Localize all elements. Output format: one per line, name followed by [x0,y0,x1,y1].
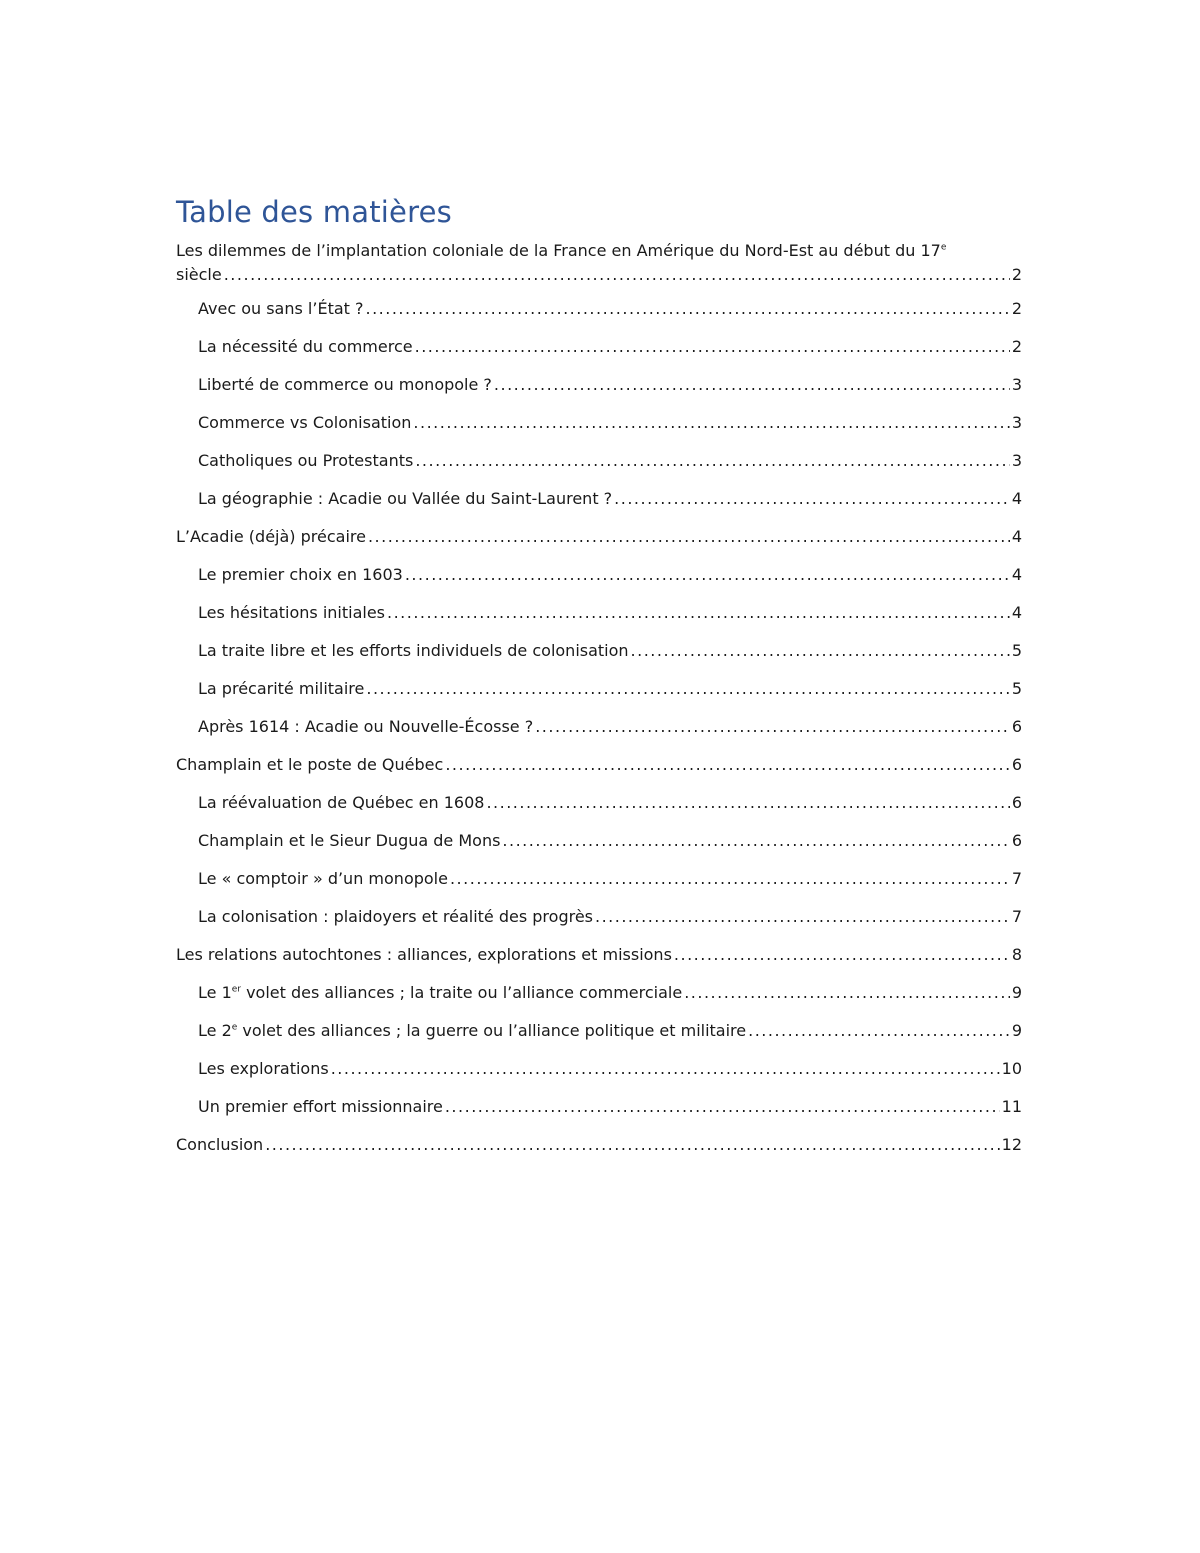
toc-dot-leader [415,451,1010,471]
toc-entry-level2[interactable] [176,793,1022,831]
toc-entry-title [198,1021,746,1041]
toc-page-number: 4 [1011,603,1022,622]
toc-page-number: 2 [1011,337,1022,356]
toc-page-number: 6 [1011,793,1022,812]
toc-page-number: 4 [1011,527,1022,546]
toc-entry-level1[interactable] [176,945,1022,983]
toc-page-number: 4 [1011,489,1022,508]
toc-entry-level2[interactable] [176,413,1022,451]
toc-entry-level2[interactable] [176,375,1022,413]
toc-dot-leader [366,299,1010,319]
toc-entry-title: Champlain et le Sieur Dugua de Mons [198,831,501,850]
toc-dot-leader [674,945,1010,965]
toc-entry-title: Les explorations [198,1059,329,1078]
toc-entry-level1[interactable] [176,755,1022,793]
toc-page-number: 6 [1011,831,1022,850]
toc-entry-title: La nécessité du commerce [198,337,413,356]
toc-entry-title: L’Acadie (déjà) précaire [176,527,366,546]
toc-page-number: 12 [1001,1135,1022,1154]
toc-dot-leader [595,907,1010,927]
toc-entry-title: Champlain et le poste de Québec [176,755,444,774]
toc-entry-title: Les relations autochtones : alliances, explorations et missions [176,945,672,964]
toc-page-number: 9 [1011,1021,1022,1040]
toc-entry-level2[interactable] [176,1021,1022,1059]
toc-entry-level2[interactable] [176,907,1022,945]
toc-page-number: 3 [1011,451,1022,470]
toc-entry-title [198,983,682,1003]
toc-heading: Table des matières [176,195,452,229]
toc-entry-title: Les hésitations initiales [198,603,385,622]
toc-entry-level2[interactable] [176,869,1022,907]
toc-dot-leader [494,375,1010,395]
toc-dot-leader [502,831,1009,851]
toc-entry-title: La précarité militaire [198,679,365,698]
toc-dot-leader [366,679,1009,699]
toc-dot-leader [405,565,1010,585]
toc-page-number: 2 [1011,265,1022,284]
toc-dot-leader [331,1059,1000,1079]
toc-entry-level1[interactable] [176,241,1022,299]
toc-page-number: 7 [1011,907,1022,926]
toc-entry-title: Conclusion [176,1135,264,1154]
toc-entry-title: Le premier choix en 1603 [198,565,403,584]
toc-entry-title: Catholiques ou Protestants [198,451,414,470]
toc-entry-superscript: e [940,242,947,253]
toc-entry-level2[interactable] [176,1059,1022,1097]
toc-dot-leader [535,717,1010,737]
toc-entry-level2[interactable] [176,983,1022,1021]
toc-list [176,241,1022,1173]
toc-entry-level2[interactable] [176,831,1022,869]
toc-page-number: 10 [1001,1059,1022,1078]
toc-entry-title-continued: siècle [176,265,222,284]
toc-entry-title-part: Le 2 [198,1021,232,1040]
toc-entry-superscript: e [231,1022,238,1033]
toc-entry-title: Un premier effort missionnaire [198,1097,443,1116]
toc-entry-title: Commerce vs Colonisation [198,413,412,432]
toc-page-number: 6 [1011,717,1022,736]
toc-page-number: 5 [1011,641,1022,660]
toc-page-number: 11 [1001,1097,1022,1116]
toc-page-number: 5 [1011,679,1022,698]
toc-dot-leader [445,755,1010,775]
toc-page-number: 2 [1011,299,1022,318]
toc-dot-leader [224,265,1010,285]
toc-dot-leader [265,1135,999,1155]
toc-entry-level2[interactable] [176,641,1022,679]
toc-entry-level2[interactable] [176,299,1022,337]
toc-entry-title-part: volet des alliances ; la guerre ou l’alliance politique et militaire [237,1021,747,1040]
document-page [176,190,1022,1173]
toc-dot-leader [445,1097,1000,1117]
toc-entry-level2[interactable] [176,717,1022,755]
toc-entry-level2[interactable] [176,1097,1022,1135]
toc-page-number: 8 [1011,945,1022,964]
toc-entry-title: Avec ou sans l’État ? [198,299,364,318]
toc-entry-level2[interactable] [176,337,1022,375]
toc-dot-leader [748,1021,1010,1041]
toc-page-number: 7 [1011,869,1022,888]
toc-page-number: 9 [1011,983,1022,1002]
toc-entry-level2[interactable] [176,603,1022,641]
toc-entry-title: Le « comptoir » d’un monopole [198,869,448,888]
toc-entry-title [176,241,1022,261]
toc-entry-title: Après 1614 : Acadie ou Nouvelle-Écosse ? [198,717,534,736]
toc-entry-title-part: Les dilemmes de l’implantation coloniale de la France en Amérique du Nord-Est au début du 17 [176,241,941,260]
toc-entry-title-part: volet des alliances ; la traite ou l’alliance commerciale [241,983,683,1002]
toc-entry-title: La géographie : Acadie ou Vallée du Saint-Laurent ? [198,489,613,508]
toc-entry-title: La traite libre et les efforts individuels de colonisation [198,641,629,660]
toc-entry-level2[interactable] [176,565,1022,603]
toc-dot-leader [415,337,1010,357]
toc-entry-level2[interactable] [176,679,1022,717]
toc-page-number: 3 [1011,375,1022,394]
toc-entry-title: Liberté de commerce ou monopole ? [198,375,492,394]
toc-entry-title: La colonisation : plaidoyers et réalité des progrès [198,907,593,926]
toc-page-number: 4 [1011,565,1022,584]
toc-dot-leader [486,793,1009,813]
toc-entry-level2[interactable] [176,489,1022,527]
toc-page-number: 6 [1011,755,1022,774]
toc-entry-level1[interactable] [176,1135,1022,1173]
toc-entry-title-part: Le 1 [198,983,232,1002]
toc-entry-level2[interactable] [176,451,1022,489]
toc-page-number: 3 [1011,413,1022,432]
toc-dot-leader [684,983,1010,1003]
toc-dot-leader [368,527,1010,547]
toc-entry-level1[interactable] [176,527,1022,565]
toc-entry-superscript: er [231,984,241,995]
toc-dot-leader [413,413,1009,433]
toc-dot-leader [450,869,1010,889]
toc-entry-title: La réévaluation de Québec en 1608 [198,793,485,812]
toc-dot-leader [614,489,1010,509]
toc-dot-leader [631,641,1010,661]
toc-dot-leader [387,603,1010,623]
